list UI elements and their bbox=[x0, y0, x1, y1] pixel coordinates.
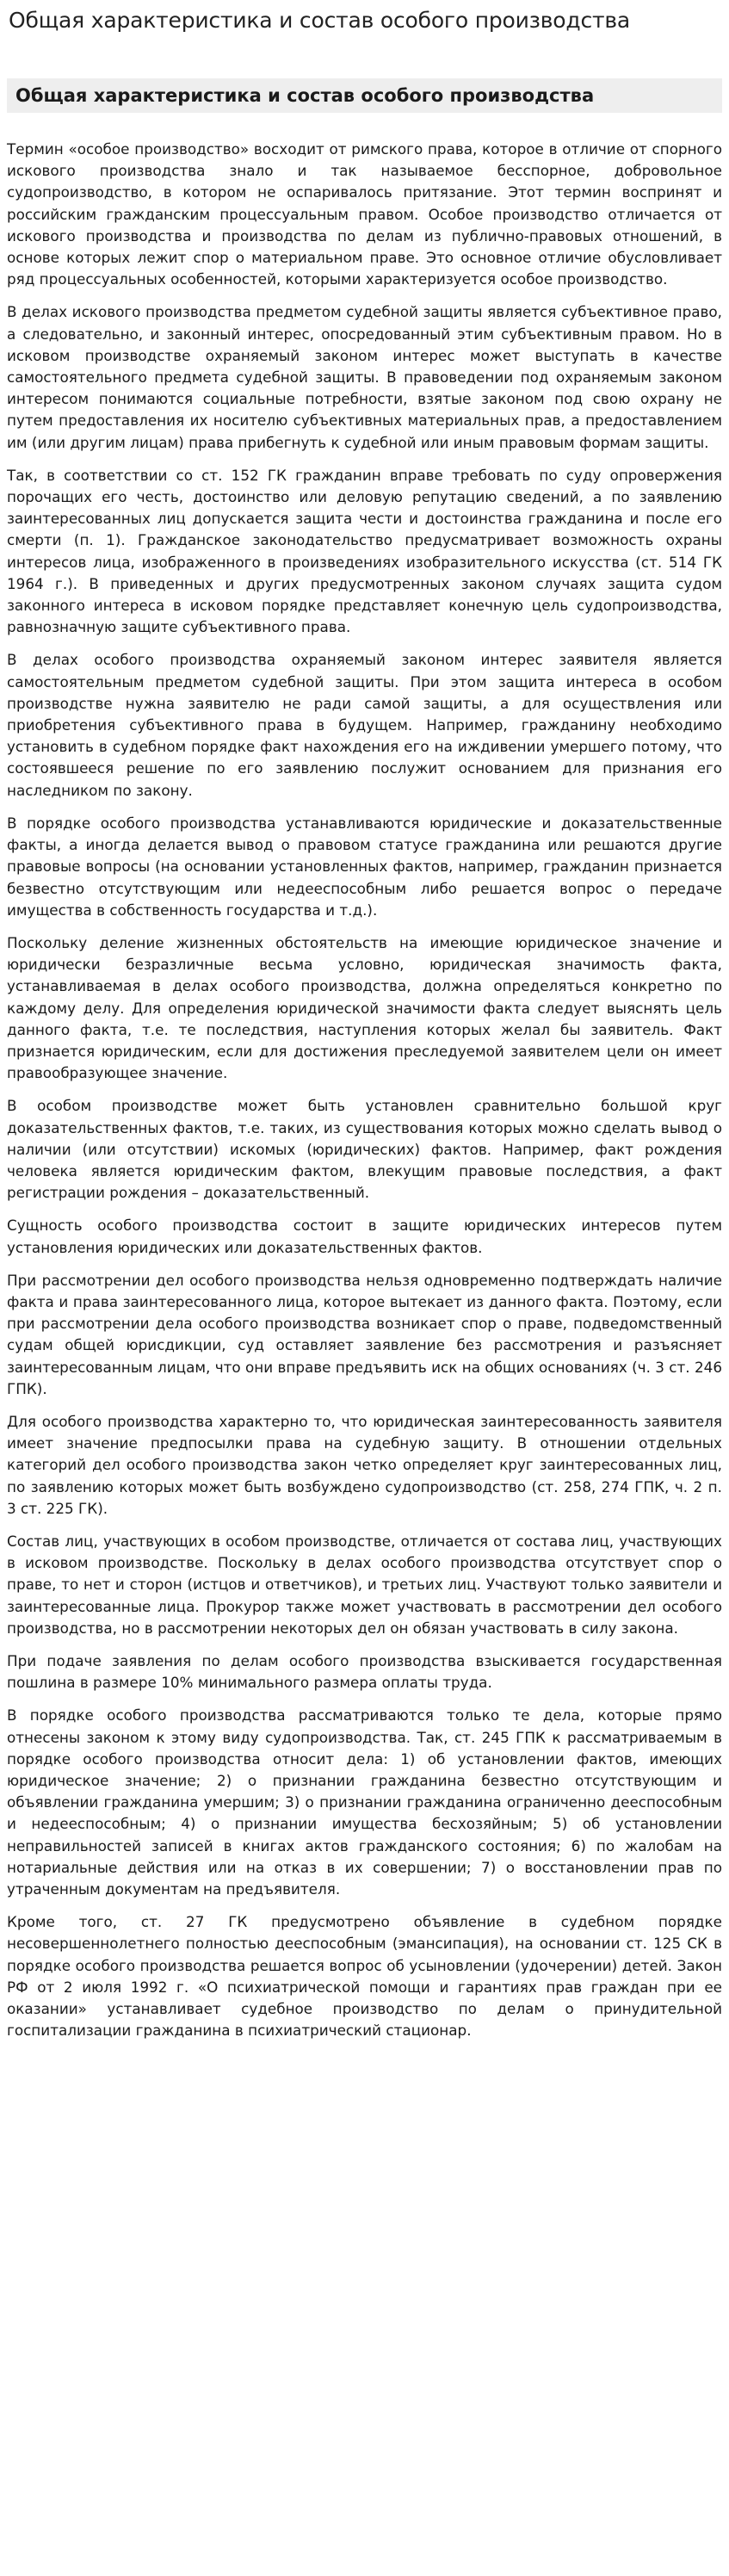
paragraph: При рассмотрении дел особого производства нельзя одновременно подтверждать наличие факта и права заинтересованного лица, которое вытекает из данного факта. Поэтому, если при рассмотрении дела особого производства возникает спор о праве, подведомственный судам общей юрисдикции, суд оставляет заявление без рассмотрения и разъясняет заинтересованным лицам, что они вправе предъявить иск на общих основаниях (ч. 3 ст. 246 ГПК). bbox=[7, 1271, 722, 1397]
paragraph: В делах искового производства предметом судебной защиты является субъективное право, а следовательно, и законный интерес, опосредованный этим субъективным правом. Но в исковом производстве охраняемый законом интерес может выступать в качестве самостоятельного предмета судебной защиты. В правоведении под охраняемым законом интересом понимаются социальные потребности, взятые законом под свою охрану не путем предоставления их носителю субъективных материальных прав, а предоставлением им (или другим лицам) права прибегнуть к судебной или иным правовым формам защиты. bbox=[7, 303, 722, 451]
paragraph: В порядке особого производства рассматриваются только те дела, которые прямо отнесены законом к этому виду судопроизводства. Так, ст. 245 ГПК к рассматриваемым в порядке особого производства относит дела: 1) об установлении фактов, имеющих юридическое значение; 2) о признании гражданина безвестно отсутствующим и объявлении гражданина умершим; 3) о признании гражданина ограниченно дееспособным и недееспособным; 4) о признании имущества бесхозяйным; 5) об установлении неправильностей записей в книгах актов гражданского состояния; 6) по жалобам на нотариальные действия или на отказ в их совершении; 7) о восстановлении прав по утраченным документам на предъявителя. bbox=[7, 1706, 722, 1898]
paragraph: Состав лиц, участвующих в особом производстве, отличается от состава лиц, участвующих в исковом производстве. Поскольку в делах особого производства отсутствует спор о праве, то нет и сторон (истцов и ответчиков), и третьих лиц. Участвуют только заявители и заинтересованные лица. Прокурор также может участвовать в рассмотрении дел особого производства, но в рассмотрении некоторых дел он обязан участвовать в силу закона. bbox=[7, 1532, 722, 1637]
paragraph: В порядке особого производства устанавливаются юридические и доказательственные факты, а иногда делается вывод о правовом статусе гражданина или решаются другие правовые вопросы (на основании установленных фактов, например, гражданин признается безвестно отсутствующим или недееспособным либо решается вопрос о передаче имущества в собственность государства и т.д.). bbox=[7, 814, 722, 919]
paragraph: В особом производстве может быть установлен сравнительно большой круг доказательственных фактов, т.е. таких, из существования которых можно сделать вывод о наличии (или отсутствии) искомых (юридических) фактов. Например, факт рождения человека является юридическим фактом, влекущим правовые последствия, а факт регистрации рождения – доказательственный. bbox=[7, 1097, 722, 1202]
paragraph: Термин «особое производство» восходит от римского права, которое в отличие от спорного искового производства знало и так называемое бесспорное, добровольное судопроизводство, в котором не оспаривалось притязание. Этот термин воспринят и российским гражданским процессуальным правом. Особое производство отличается от искового производства и производства по делам из публично-правовых отношений, в основе которых лежит спор о материальном праве. Это основное отличие обусловливает ряд процессуальных особенностей, которыми характеризуется особое производство. bbox=[7, 140, 722, 288]
paragraph: Для особого производства характерно то, что юридическая заинтересованность заявителя имеет значение предпосылки права на судебную защиту. В отношении отдельных категорий дел особого производства закон четко определяет круг заинтересованных лиц, по заявлению которых может быть возбуждено судопроизводство (ст. 258, 274 ГПК, ч. 2 п. 3 ст. 225 ГК). bbox=[7, 1412, 722, 1517]
paragraph: Кроме того, ст. 27 ГК предусмотрено объявление в судебном порядке несовершеннолетнего полностью дееспособным (эмансипация), на основании ст. 125 СК в порядке особого производства решается вопрос об усыновлении (удочерении) детей. Закон РФ от 2 июля 1992 г. «О психиатрической помощи и гарантиях прав граждан при ее оказании» устанавливает судебное производство по делам о принудительной госпитализации гражданина в психиатрический стационар. bbox=[7, 1913, 722, 2040]
section-title: Общая характеристика и состав особого производства bbox=[15, 85, 595, 106]
page-title: Общая характеристика и состав особого производства bbox=[9, 8, 631, 33]
paragraph: Поскольку деление жизненных обстоятельств на имеющие юридическое значение и юридически безразличные весьма условно, юридическая значимость факта, устанавливаемая в делах особого производства, должна определяться конкретно по каждому делу. Для определения юридической значимости факта следует выяснять цель данного факта, т.е. те последствия, наступления которых желал бы заявитель. Факт признается юридическим, если для достижения преследуемой заявителем цели он имеет правообразующее значение. bbox=[7, 933, 722, 1082]
article-body bbox=[7, 139, 722, 2041]
paragraph: При подаче заявления по делам особого производства взыскивается государственная пошлина в размере 10% минимального размера оплаты труда. bbox=[7, 1652, 722, 1692]
paragraph: В делах особого производства охраняемый законом интерес заявителя является самостоятельным предметом судебной защиты. При этом защита интереса в особом производстве нужна заявителю не ради самой защиты, а для осуществления или приобретения субъективного права в будущем. Например, гражданину необходимо установить в судебном порядке факт нахождения его на иждивении умершего потому, что состоявшееся решение по его заявлению послужит основанием для признания его наследником по закону. bbox=[7, 651, 722, 799]
paragraph: Сущность особого производства состоит в защите юридических интересов путем установления юридических или доказательственных фактов. bbox=[7, 1217, 722, 1256]
section-header bbox=[7, 78, 722, 113]
paragraph: Так, в соответствии со ст. 152 ГК гражданин вправе требовать по суду опровержения порочащих его честь, достоинство или деловую репутацию сведений, а по заявлению заинтересованных лиц допускается защита чести и достоинства гражданина и после его смерти (п. 1). Гражданское законодательство предусматривает возможность охраны интересов лица, изображенного в произведениях изобразительного искусства (ст. 514 ГК 1964 г.). В приведенных и других предусмотренных законом случаях защита судом законного интереса в исковом порядке представляет конечную цель судопроизводства, равнозначную защите субъективного права. bbox=[7, 466, 722, 636]
